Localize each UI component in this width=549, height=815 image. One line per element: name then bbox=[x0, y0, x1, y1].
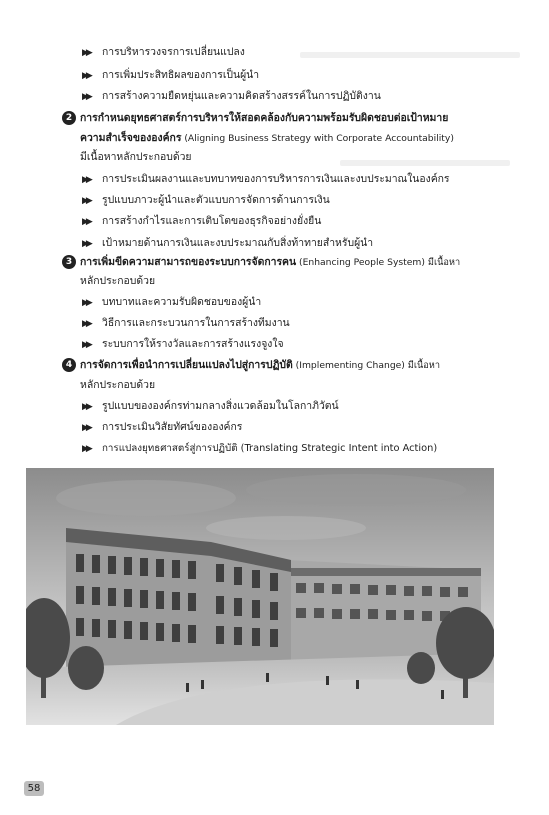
section-2-heading-cont: ความสำเร็จขององค์กร (Aligning Business Strategy with Corporate Accountability) bbox=[80, 132, 454, 144]
double-arrow-icon: ▶▶ bbox=[82, 319, 90, 329]
building-photo bbox=[26, 468, 494, 725]
double-arrow-icon: ▶▶ bbox=[82, 423, 90, 433]
list-item: ▶▶ การสร้างความยืดหยุ่นและความคิดสร้างสรรค์ในการปฏิบัติงาน bbox=[82, 88, 381, 105]
list-item: ▶▶ เป้าหมายด้านการเงินและงบประมาณกับสิ่งท้าทายสำหรับผู้นำ bbox=[82, 235, 373, 252]
double-arrow-icon: ▶▶ bbox=[82, 175, 90, 185]
number-badge: 3 bbox=[62, 255, 76, 269]
list-item: ▶▶ รูปแบบขององค์กรท่ามกลางสิ่งแวดล้อมในโลกาภิวัตน์ bbox=[82, 398, 339, 415]
double-arrow-icon: ▶▶ bbox=[82, 340, 90, 350]
double-arrow-icon: ▶▶ bbox=[82, 239, 90, 249]
number-badge: 2 bbox=[62, 111, 76, 125]
double-arrow-icon: ▶▶ bbox=[82, 92, 90, 102]
section-4-heading: 4 การจัดการเพื่อนำการเปลี่ยนแปลงไปสู่การปฏิบัติ (Implementing Change) มีเนื้อหา bbox=[62, 357, 440, 374]
number-badge: 4 bbox=[62, 358, 76, 372]
list-item: ▶▶ การบริหารวงจรการเปลี่ยนแปลง bbox=[82, 44, 245, 61]
double-arrow-icon: ▶▶ bbox=[82, 444, 90, 454]
page-number: 58 bbox=[24, 781, 44, 796]
list-item: ▶▶ การประเมินวิสัยทัศน์ขององค์กร bbox=[82, 419, 242, 436]
building-illustration bbox=[26, 468, 494, 725]
section-2-intro: มีเนื้อหาหลักประกอบด้วย bbox=[80, 151, 192, 163]
list-item: ▶▶ การสร้างกำไรและการเติบโตของธุรกิจอย่างยั่งยืน bbox=[82, 213, 321, 230]
show-through-mark bbox=[340, 160, 510, 166]
section-4-intro: หลักประกอบด้วย bbox=[80, 379, 156, 391]
double-arrow-icon: ▶▶ bbox=[82, 196, 90, 206]
list-item: ▶▶ วิธีการและกระบวนการในการสร้างทีมงาน bbox=[82, 315, 290, 332]
double-arrow-icon: ▶▶ bbox=[82, 217, 90, 227]
double-arrow-icon: ▶▶ bbox=[82, 71, 90, 81]
double-arrow-icon: ▶▶ bbox=[82, 298, 90, 308]
double-arrow-icon: ▶▶ bbox=[82, 402, 90, 412]
list-item: ▶▶ การแปลงยุทธศาสตร์สู่การปฏิบัติ (Translating Strategic Intent into Action) bbox=[82, 441, 437, 457]
list-item: ▶▶ การเพิ่มประสิทธิผลของการเป็นผู้นำ bbox=[82, 67, 259, 84]
list-item: ▶▶ รูปแบบภาวะผู้นำและตัวแบบการจัดการด้านการเงิน bbox=[82, 192, 330, 209]
section-3-heading: 3 การเพิ่มขีดความสามารถของระบบการจัดการคน (Enhancing People System) มีเนื้อหา bbox=[62, 254, 460, 271]
show-through-mark bbox=[300, 52, 520, 58]
list-item: ▶▶ บทบาทและความรับผิดชอบของผู้นำ bbox=[82, 294, 261, 311]
list-item: ▶▶ ระบบการให้รางวัลและการสร้างแรงจูงใจ bbox=[82, 336, 284, 353]
double-arrow-icon: ▶▶ bbox=[82, 48, 90, 58]
section-3-intro: หลักประกอบด้วย bbox=[80, 275, 156, 287]
section-2-heading: 2 การกำหนดยุทธศาสตร์การบริหารให้สอดคล้องกับความพร้อมรับผิดชอบต่อเป้าหมาย bbox=[62, 110, 448, 126]
list-item: ▶▶ การประเมินผลงานและบทบาทของการบริหารการเงินและงบประมาณในองค์กร bbox=[82, 171, 450, 188]
